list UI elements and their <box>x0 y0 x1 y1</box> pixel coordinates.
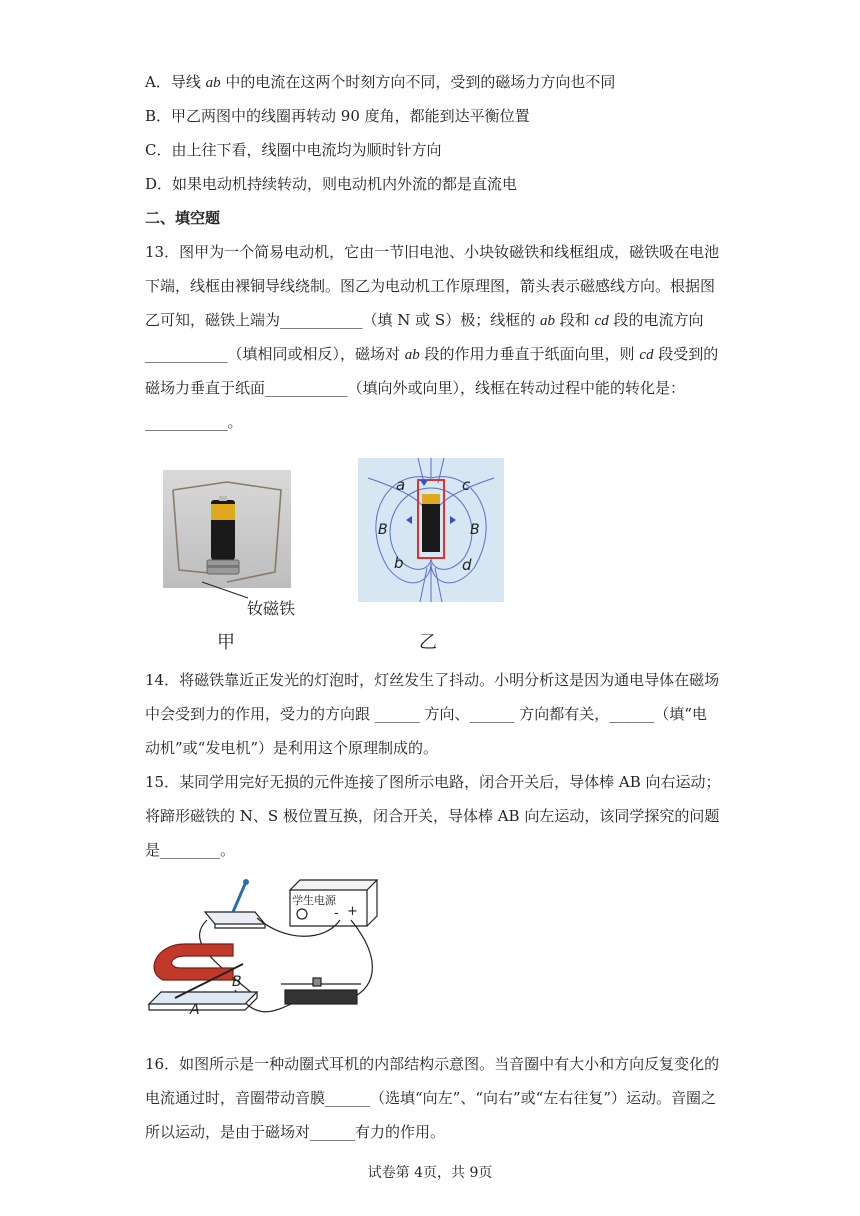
label-b-field-right: B <box>470 522 480 538</box>
q16-line-1: 16．如图所示是一种动圈式耳机的内部结构示意图。当音圈中有大小和方向反复变化的 <box>145 1055 720 1073</box>
magnet-pointer <box>200 580 250 600</box>
caption-yi: 乙 <box>419 632 437 653</box>
q15-line-2: 将蹄形磁铁的 N、S 极位置互换，闭合开关，导体棒 AB 向左运动，该同学探究的问题 <box>145 807 720 825</box>
q13-line-6: ___________。 <box>145 413 243 431</box>
label-a: a <box>396 476 406 494</box>
q14-line-1: 14．将磁铁靠近正发光的灯泡时，灯丝发生了抖动。小明分析这是因为通电导体在磁场 <box>145 671 720 689</box>
q13-line-5: 磁场力垂直于纸面___________（填向外或向里），线框在转动过程中能的转化是： <box>145 379 686 397</box>
option-c: C．由上往下看，线圈中电流均为顺时针方向 <box>145 141 442 159</box>
rod-label-b: B <box>232 974 242 990</box>
magnet-label: 钕磁铁 <box>247 599 296 618</box>
label-c: c <box>462 476 471 494</box>
q15-line-1: 15．某同学用完好无损的元件连接了图所示电路，闭合开关后，导体棒 AB 向右运动； <box>145 773 721 791</box>
q16-line-3: 所以运动，是由于磁场对______有力的作用。 <box>145 1123 446 1141</box>
q14-line-2: 中会受到力的作用，受力的方向跟 ______ 方向、______ 方向都有关，______（填“电 <box>145 705 707 723</box>
label-b-field-left: B <box>378 522 388 538</box>
q15-line-3: 是________。 <box>145 841 236 859</box>
q13-line-4: ___________（填相同或相反），磁场对 ab 段的作用力垂直于纸面向里，则 cd 段受到的 <box>145 345 719 363</box>
power-minus: - <box>334 906 339 921</box>
page-footer: 试卷第 4页，共 9页 <box>367 1165 493 1181</box>
section-title: 二、填空题 <box>145 209 221 227</box>
option-b: B．甲乙两图中的线圈再转动 90 度角，都能到达平衡位置 <box>145 107 530 125</box>
label-b: b <box>394 554 404 572</box>
option-d: D．如果电动机持续转动，则电动机内外流的都是直流电 <box>145 175 518 193</box>
motor-photo <box>163 470 291 588</box>
q13-line-3: 乙可知，磁铁上端为___________（填 N 或 S）极；线框的 ab 段和 cd 段的电流方向 <box>145 311 704 329</box>
label-d: d <box>462 556 472 574</box>
rod-label-a: A <box>190 1002 200 1018</box>
option-a: A．导线 ab 中的电流在这两个时刻方向不同，受到的磁场力方向也不同 <box>145 73 616 91</box>
q13-line-2: 下端，线框由裸铜导线绕制。图乙为电动机工作原理图，箭头表示磁感线方向。根据图 <box>145 277 716 295</box>
q14-line-3: 动机”或“发电机”）是利用这个原理制成的。 <box>145 739 439 757</box>
power-plus: + <box>347 904 358 919</box>
q13-line-1: 13．图甲为一个简易电动机，它由一节旧电池、小块钕磁铁和线框组成，磁铁吸在电池 <box>145 243 720 261</box>
q16-line-2: 电流通过时，音圈带动音膜______（选填“向左”、“向右”或“左右往复”）运动。音圈之 <box>145 1089 717 1107</box>
circuit-diagram <box>145 872 385 1032</box>
caption-jia: 甲 <box>217 632 235 653</box>
power-supply-label: 学生电源 <box>292 894 336 907</box>
